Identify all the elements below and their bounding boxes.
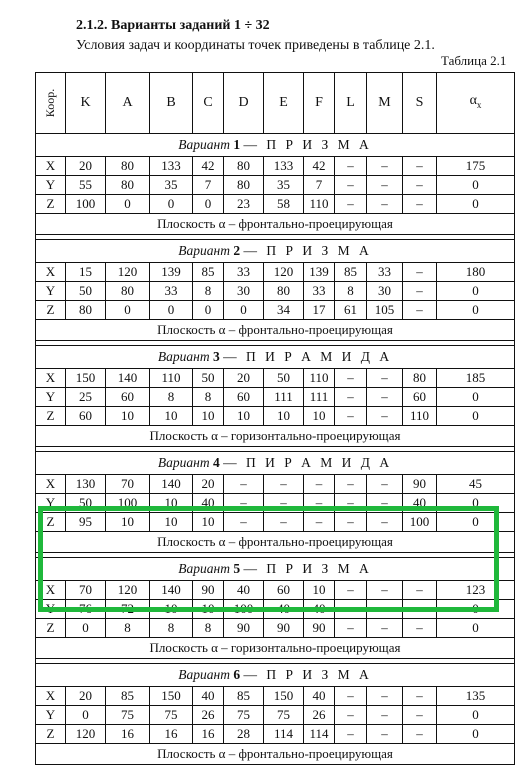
- coord-value: 0: [437, 301, 515, 320]
- coord-value: 40: [224, 581, 264, 600]
- coord-value: –: [403, 195, 437, 214]
- coord-value: 80: [106, 176, 150, 195]
- coord-value: 40: [193, 494, 224, 513]
- coord-value: –: [367, 475, 403, 494]
- coord-value: –: [335, 494, 367, 513]
- plane-row: [36, 426, 515, 447]
- variant-type: — П Р И З М А: [243, 137, 372, 152]
- coord-value: –: [403, 581, 437, 600]
- coord-value: 10: [150, 513, 193, 532]
- coord-value: 120: [66, 725, 106, 744]
- coordinate-row: [36, 301, 515, 320]
- coord-value: –: [335, 407, 367, 426]
- coord-value: 40: [193, 687, 224, 706]
- coord-value: –: [403, 263, 437, 282]
- coord-label: Z: [36, 301, 66, 320]
- coord-value: –: [335, 581, 367, 600]
- coord-value: 25: [66, 388, 106, 407]
- coord-value: 35: [264, 176, 304, 195]
- coord-value: 80: [403, 369, 437, 388]
- coord-value: 120: [106, 263, 150, 282]
- coord-value: –: [403, 600, 437, 619]
- coord-value: 10: [224, 407, 264, 426]
- coord-value: –: [335, 157, 367, 176]
- coord-value: 55: [66, 176, 106, 195]
- plane-description: Плоскость α – горизонтально-проецирующая: [36, 638, 515, 659]
- coord-value: 120: [264, 263, 304, 282]
- coord-value: –: [304, 475, 335, 494]
- coord-value: 8: [150, 388, 193, 407]
- coord-value: 60: [66, 407, 106, 426]
- coord-value: 10: [106, 407, 150, 426]
- coord-value: 0: [106, 301, 150, 320]
- coord-value: –: [367, 619, 403, 638]
- col-header: E: [264, 73, 304, 134]
- variant-title: [36, 240, 515, 263]
- coord-label: Y: [36, 494, 66, 513]
- coord-value: 8: [335, 282, 367, 301]
- coord-value: 10: [150, 407, 193, 426]
- col-header: D: [224, 73, 264, 134]
- col-header: B: [150, 73, 193, 134]
- coord-value: 60: [264, 581, 304, 600]
- coord-value: 0: [193, 195, 224, 214]
- plane-description: Плоскость α – горизонтально-проецирующая: [36, 426, 515, 447]
- coord-value: 85: [106, 687, 150, 706]
- variant-header-row: [36, 452, 515, 475]
- coord-value: 133: [150, 157, 193, 176]
- coord-value: –: [224, 513, 264, 532]
- coord-value: 40: [304, 687, 335, 706]
- coord-label: Z: [36, 513, 66, 532]
- coord-value: –: [367, 407, 403, 426]
- plane-row: [36, 638, 515, 659]
- coord-value: –: [335, 475, 367, 494]
- coord-value: –: [335, 195, 367, 214]
- plane-description: Плоскость α – фронтально-проецирующая: [36, 214, 515, 235]
- coord-label: Y: [36, 600, 66, 619]
- coord-value: 111: [304, 388, 335, 407]
- coord-value: 0: [224, 301, 264, 320]
- variant-number: 1: [233, 137, 241, 152]
- table-body: [36, 134, 515, 765]
- coord-value: –: [335, 725, 367, 744]
- coord-value: 133: [264, 157, 304, 176]
- coord-value: 10: [304, 581, 335, 600]
- variant-number: 3: [212, 349, 220, 364]
- variant-word: Вариант: [178, 667, 230, 682]
- coord-value: 80: [66, 301, 106, 320]
- coord-value: 0: [437, 600, 515, 619]
- coord-value: –: [403, 619, 437, 638]
- coord-value: –: [367, 176, 403, 195]
- variant-title: [36, 134, 515, 157]
- coord-label: X: [36, 475, 66, 494]
- coord-value: 8: [193, 388, 224, 407]
- coord-value: –: [367, 706, 403, 725]
- coord-value: –: [335, 388, 367, 407]
- coord-value: 150: [264, 687, 304, 706]
- coord-value: 0: [437, 176, 515, 195]
- coord-label: X: [36, 157, 66, 176]
- coord-value: 110: [304, 195, 335, 214]
- coord-value: 33: [367, 263, 403, 282]
- coord-value: 61: [335, 301, 367, 320]
- coord-value: 72: [106, 600, 150, 619]
- coord-value: 80: [224, 157, 264, 176]
- coord-value: 50: [66, 494, 106, 513]
- coord-value: 0: [150, 301, 193, 320]
- coord-value: –: [264, 513, 304, 532]
- variant-word: Вариант: [178, 137, 230, 152]
- coord-value: –: [403, 282, 437, 301]
- coord-value: –: [224, 494, 264, 513]
- coord-label: Y: [36, 282, 66, 301]
- variant-word: Вариант: [178, 243, 230, 258]
- coord-value: 0: [437, 282, 515, 301]
- coord-value: 10: [193, 513, 224, 532]
- coord-value: 45: [437, 475, 515, 494]
- col-header-koor: Коор.: [36, 73, 66, 134]
- coord-value: 75: [224, 706, 264, 725]
- coord-value: 100: [106, 494, 150, 513]
- coord-value: 0: [437, 195, 515, 214]
- coord-value: 90: [193, 581, 224, 600]
- coord-value: 0: [437, 494, 515, 513]
- coord-value: –: [403, 176, 437, 195]
- coord-value: 110: [150, 369, 193, 388]
- col-header: S: [403, 73, 437, 134]
- coord-value: 140: [150, 475, 193, 494]
- coord-value: 10: [304, 407, 335, 426]
- table-caption: Таблица 2.1: [441, 53, 507, 68]
- variant-number: 2: [233, 243, 241, 258]
- coord-value: 185: [437, 369, 515, 388]
- col-header: L: [335, 73, 367, 134]
- coord-value: –: [335, 687, 367, 706]
- coord-value: –: [367, 494, 403, 513]
- coord-value: –: [335, 369, 367, 388]
- coord-value: 75: [264, 706, 304, 725]
- col-header: F: [304, 73, 335, 134]
- coord-value: 8: [193, 282, 224, 301]
- plane-description: Плоскость α – фронтально-проецирующая: [36, 320, 515, 341]
- coord-value: 7: [193, 176, 224, 195]
- coord-value: 114: [304, 725, 335, 744]
- coord-value: 15: [66, 263, 106, 282]
- coord-value: 58: [264, 195, 304, 214]
- coord-label: X: [36, 263, 66, 282]
- variant-number: 6: [233, 667, 241, 682]
- coord-value: 90: [304, 619, 335, 638]
- coord-value: 10: [264, 407, 304, 426]
- coord-value: 139: [304, 263, 335, 282]
- coord-value: 16: [106, 725, 150, 744]
- coordinate-row: [36, 157, 515, 176]
- coord-value: 0: [437, 513, 515, 532]
- variant-header-row: [36, 240, 515, 263]
- coord-value: 20: [66, 157, 106, 176]
- coord-value: 70: [106, 475, 150, 494]
- coord-value: 80: [106, 282, 150, 301]
- coord-value: 50: [66, 282, 106, 301]
- coord-value: 0: [437, 388, 515, 407]
- coord-value: 75: [150, 706, 193, 725]
- coord-value: 16: [193, 725, 224, 744]
- plane-description: Плоскость α – фронтально-проецирующая: [36, 532, 515, 553]
- coord-value: 140: [150, 581, 193, 600]
- coord-value: 175: [437, 157, 515, 176]
- coord-value: 0: [437, 407, 515, 426]
- coord-value: 135: [437, 687, 515, 706]
- coord-value: 85: [224, 687, 264, 706]
- coord-value: 100: [224, 600, 264, 619]
- coord-value: 123: [437, 581, 515, 600]
- coord-value: –: [403, 706, 437, 725]
- coord-value: –: [367, 195, 403, 214]
- variant-number: 4: [212, 455, 220, 470]
- coord-value: 100: [403, 513, 437, 532]
- plane-row: [36, 214, 515, 235]
- coord-value: 130: [66, 475, 106, 494]
- coord-value: 8: [150, 619, 193, 638]
- coord-value: 85: [335, 263, 367, 282]
- coord-value: 34: [264, 301, 304, 320]
- coord-value: 60: [106, 388, 150, 407]
- coord-value: 17: [304, 301, 335, 320]
- coord-value: 50: [193, 369, 224, 388]
- variant-title: [36, 664, 515, 687]
- variant-type: — П Р И З М А: [243, 667, 372, 682]
- coord-value: 0: [106, 195, 150, 214]
- variant-type: — П И Р А М И Д А: [223, 349, 393, 364]
- coord-label: X: [36, 581, 66, 600]
- variant-header-row: [36, 346, 515, 369]
- coord-value: 76: [66, 600, 106, 619]
- coord-value: 10: [150, 600, 193, 619]
- coordinate-row: [36, 725, 515, 744]
- coord-value: –: [403, 301, 437, 320]
- coord-value: 100: [66, 195, 106, 214]
- coordinate-row: [36, 282, 515, 301]
- coord-value: 8: [106, 619, 150, 638]
- variant-type: — П Р И З М А: [243, 561, 372, 576]
- coord-value: 90: [264, 619, 304, 638]
- coord-value: 10: [193, 600, 224, 619]
- coord-value: 80: [224, 176, 264, 195]
- coordinate-row: [36, 176, 515, 195]
- variant-type: — П Р И З М А: [243, 243, 372, 258]
- coord-value: –: [264, 475, 304, 494]
- coord-value: 7: [304, 176, 335, 195]
- coord-value: 23: [224, 195, 264, 214]
- variant-word: Вариант: [157, 455, 210, 470]
- coord-value: 80: [106, 157, 150, 176]
- section-subtitle: Условия задач и координаты точек приведены в таблице 2.1.: [76, 38, 435, 53]
- variant-title: [36, 452, 515, 475]
- coord-value: 0: [66, 706, 106, 725]
- coord-value: 110: [304, 369, 335, 388]
- coord-value: –: [403, 687, 437, 706]
- section-heading: 2.1.2. Варианты заданий 1 ÷ 32: [76, 18, 270, 33]
- coord-value: 0: [150, 195, 193, 214]
- coord-value: 8: [193, 619, 224, 638]
- col-header: M: [367, 73, 403, 134]
- highlight-box: [38, 506, 499, 612]
- coord-value: –: [367, 388, 403, 407]
- coord-value: 26: [304, 706, 335, 725]
- coord-value: 20: [224, 369, 264, 388]
- variant-word: Вариант: [178, 561, 230, 576]
- coord-value: –: [335, 706, 367, 725]
- variant-header-row: [36, 664, 515, 687]
- coord-value: 60: [403, 388, 437, 407]
- coord-value: 95: [66, 513, 106, 532]
- coordinate-row: [36, 407, 515, 426]
- coord-value: 180: [437, 263, 515, 282]
- coord-value: 0: [437, 706, 515, 725]
- coord-value: 90: [224, 619, 264, 638]
- coord-value: –: [335, 176, 367, 195]
- coord-value: –: [335, 600, 367, 619]
- coord-value: –: [264, 494, 304, 513]
- coord-value: 20: [66, 687, 106, 706]
- coord-value: 40: [304, 600, 335, 619]
- coord-value: 10: [106, 513, 150, 532]
- coord-value: –: [335, 619, 367, 638]
- plane-row: [36, 744, 515, 765]
- coord-value: 0: [193, 301, 224, 320]
- coordinate-row: [36, 369, 515, 388]
- coord-value: 20: [193, 475, 224, 494]
- coord-value: 60: [224, 388, 264, 407]
- coord-value: 150: [150, 687, 193, 706]
- coord-value: 42: [304, 157, 335, 176]
- coord-value: –: [403, 157, 437, 176]
- coordinate-row: [36, 475, 515, 494]
- col-header: A: [106, 73, 150, 134]
- variant-word: Вариант: [157, 349, 210, 364]
- coordinate-row: [36, 706, 515, 725]
- coord-value: 111: [264, 388, 304, 407]
- coord-label: Z: [36, 195, 66, 214]
- coord-value: 33: [224, 263, 264, 282]
- variant-type: — П И Р А М И Д А: [223, 455, 393, 470]
- coord-value: –: [367, 725, 403, 744]
- coord-value: 10: [193, 407, 224, 426]
- coord-value: 110: [403, 407, 437, 426]
- col-header: K: [66, 73, 106, 134]
- coord-value: 33: [304, 282, 335, 301]
- coord-label: Y: [36, 388, 66, 407]
- coord-value: –: [304, 494, 335, 513]
- coord-label: Y: [36, 176, 66, 195]
- plane-description: Плоскость α – фронтально-проецирующая: [36, 744, 515, 765]
- coord-value: 150: [66, 369, 106, 388]
- coordinate-row: [36, 687, 515, 706]
- col-header: C: [193, 73, 224, 134]
- coord-value: –: [304, 513, 335, 532]
- coord-value: 0: [437, 619, 515, 638]
- coord-value: 0: [437, 725, 515, 744]
- coord-value: –: [403, 725, 437, 744]
- coord-value: 35: [150, 176, 193, 195]
- col-header-alpha: $\alpha_x$: [437, 73, 515, 134]
- coord-value: 0: [66, 619, 106, 638]
- coord-value: –: [367, 513, 403, 532]
- coordinate-row: [36, 195, 515, 214]
- coord-label: Z: [36, 407, 66, 426]
- coord-label: X: [36, 687, 66, 706]
- coord-label: Z: [36, 619, 66, 638]
- coord-value: –: [367, 600, 403, 619]
- coord-value: 139: [150, 263, 193, 282]
- coord-value: 114: [264, 725, 304, 744]
- coord-value: 30: [224, 282, 264, 301]
- coord-value: 33: [150, 282, 193, 301]
- coord-value: 30: [367, 282, 403, 301]
- coordinate-row: [36, 619, 515, 638]
- variant-header-row: [36, 134, 515, 157]
- coordinate-row: [36, 263, 515, 282]
- coord-value: 26: [193, 706, 224, 725]
- coord-value: 70: [66, 581, 106, 600]
- coord-label: X: [36, 369, 66, 388]
- coord-label: Z: [36, 725, 66, 744]
- variant-number: 5: [233, 561, 241, 576]
- variant-title: [36, 346, 515, 369]
- coord-value: 140: [106, 369, 150, 388]
- coord-value: 80: [264, 282, 304, 301]
- coord-value: 50: [264, 369, 304, 388]
- coord-value: 75: [106, 706, 150, 725]
- coord-value: 42: [193, 157, 224, 176]
- coord-value: 90: [403, 475, 437, 494]
- coord-value: 16: [150, 725, 193, 744]
- coord-value: –: [335, 513, 367, 532]
- coord-value: –: [367, 581, 403, 600]
- table-header-row: [36, 73, 515, 134]
- coord-value: 10: [150, 494, 193, 513]
- coord-value: –: [224, 475, 264, 494]
- coord-value: 40: [403, 494, 437, 513]
- coord-label: Y: [36, 706, 66, 725]
- coord-value: 105: [367, 301, 403, 320]
- coordinate-row: [36, 388, 515, 407]
- coord-value: –: [367, 157, 403, 176]
- coord-value: 85: [193, 263, 224, 282]
- coord-value: –: [367, 369, 403, 388]
- coord-value: 28: [224, 725, 264, 744]
- variants-table: [35, 72, 515, 765]
- coord-value: 120: [106, 581, 150, 600]
- coord-value: –: [367, 687, 403, 706]
- coord-value: 40: [264, 600, 304, 619]
- plane-row: [36, 320, 515, 341]
